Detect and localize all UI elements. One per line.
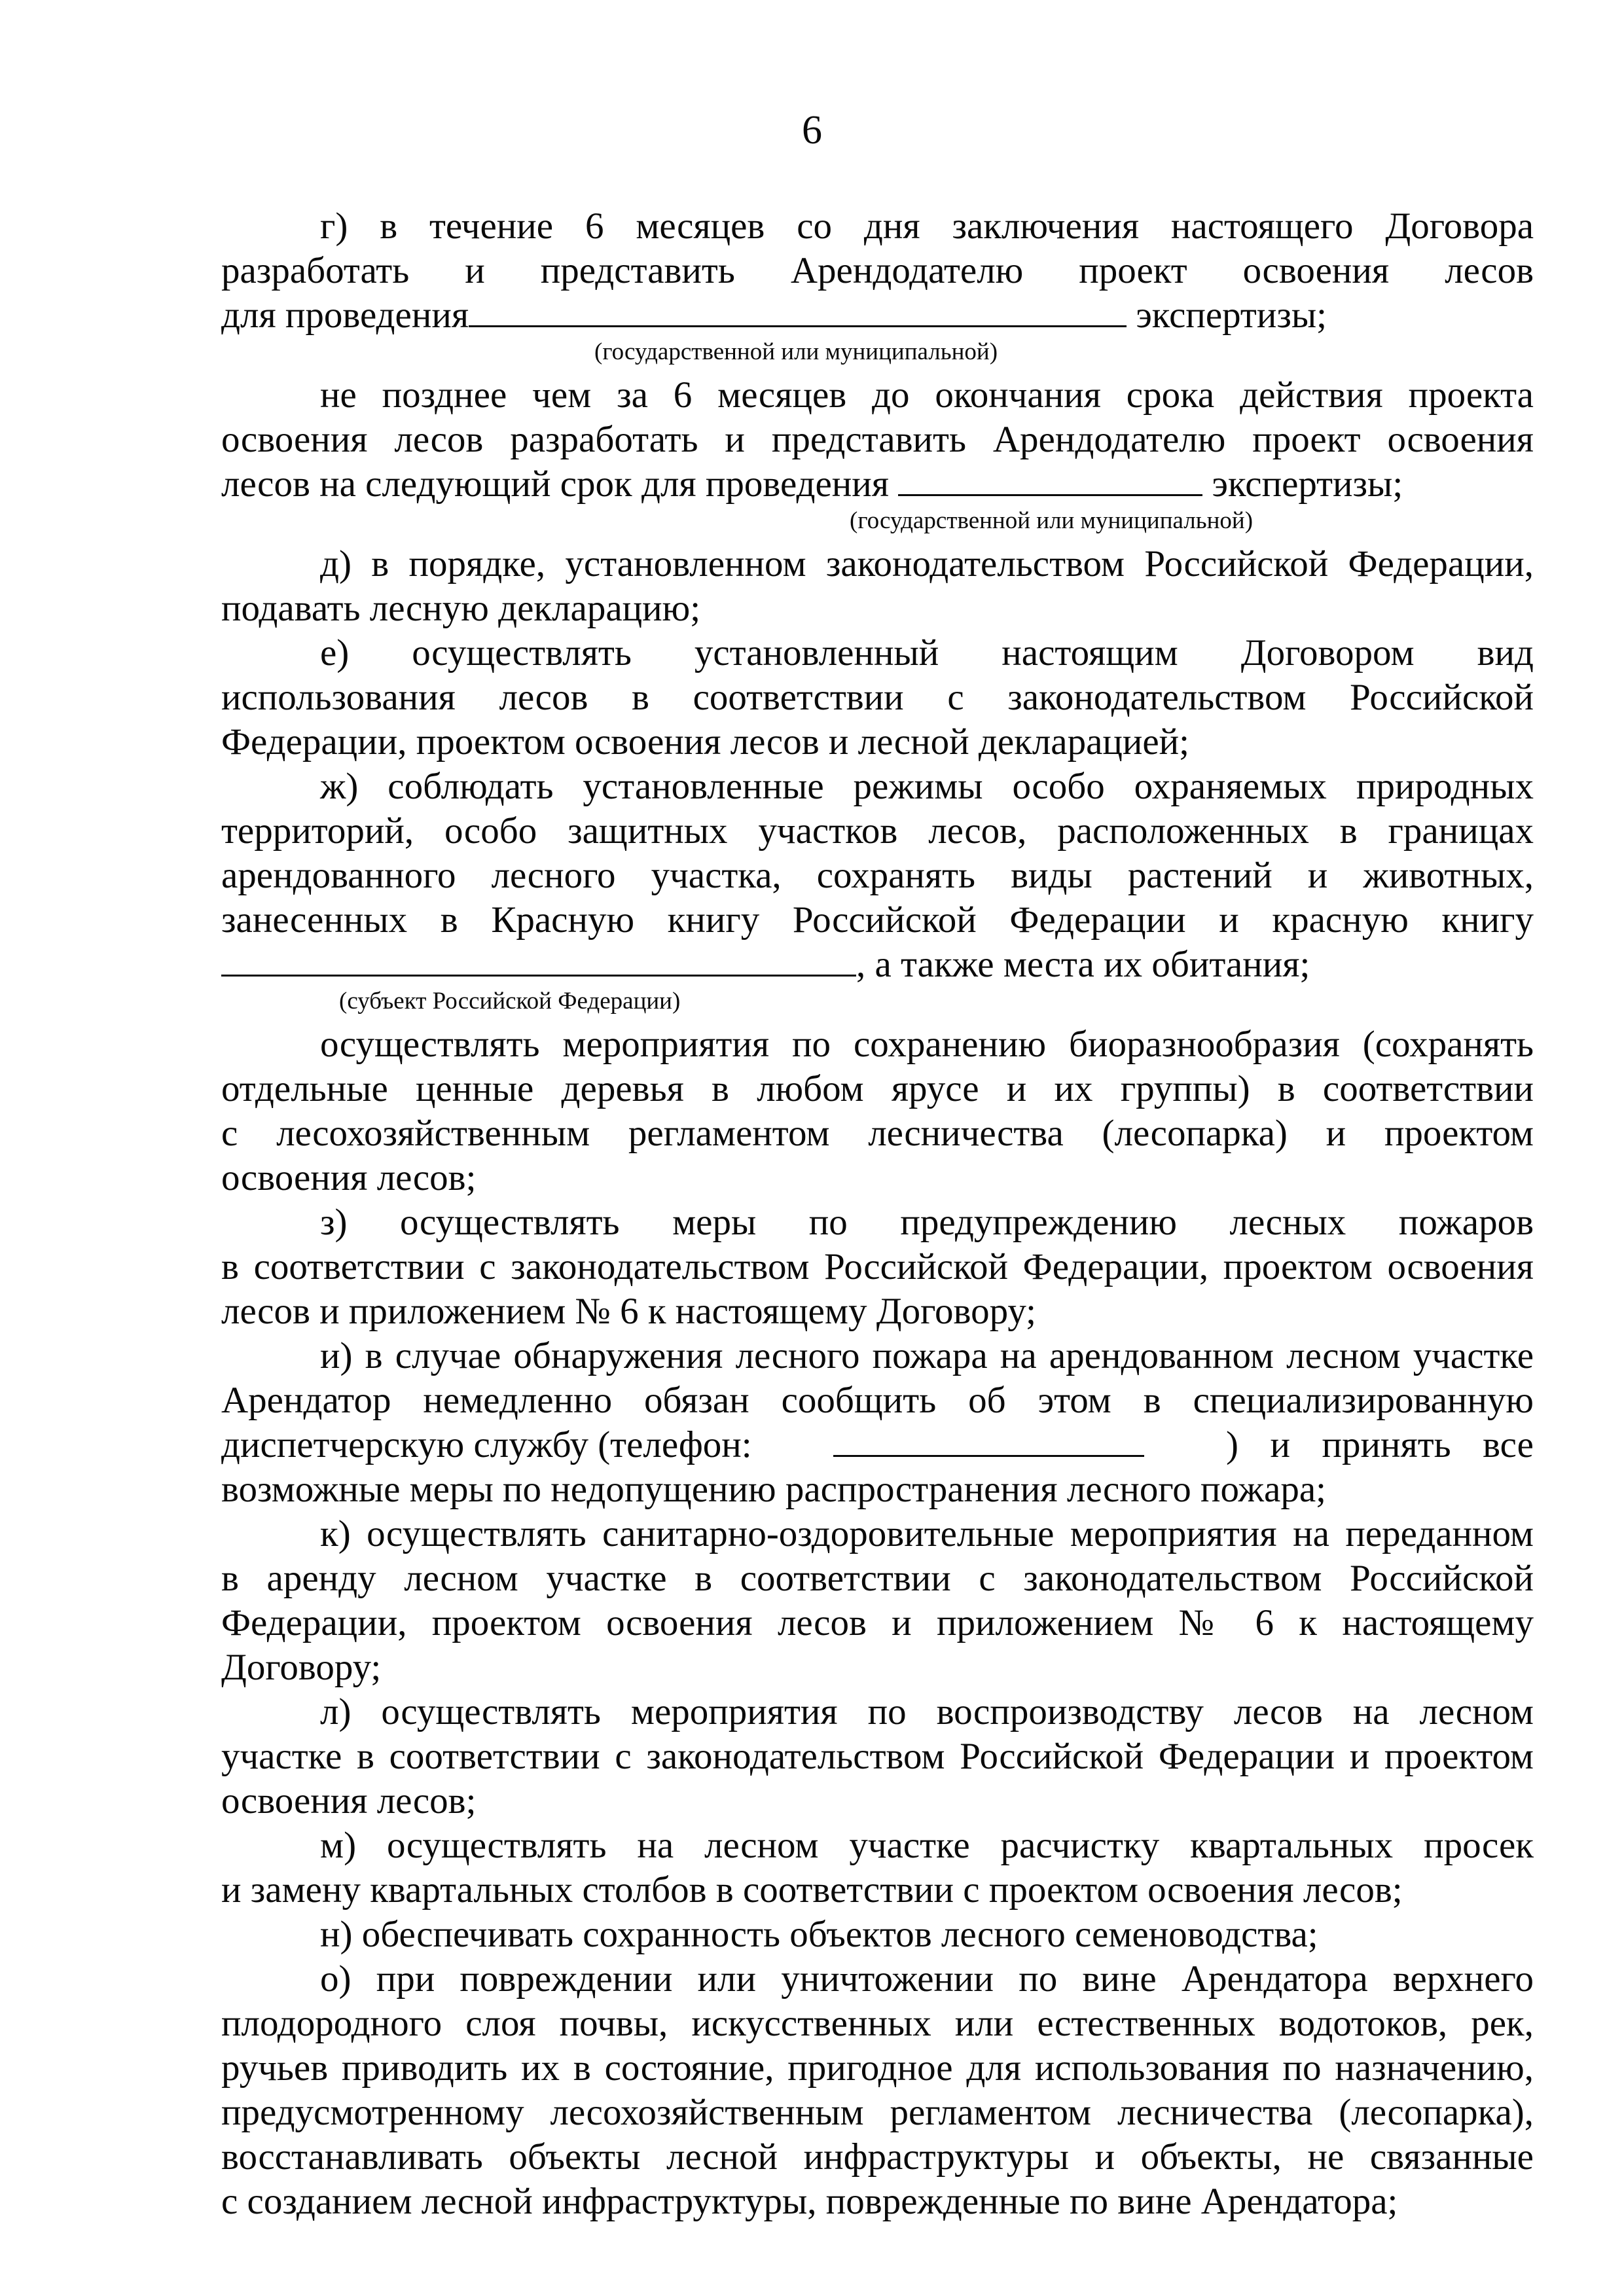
para-g-line-3-prefix: для проведения: [221, 295, 469, 336]
para-zh-line-7: отдельные ценные деревья в любом ярусе и их группы) в соответствии: [221, 1068, 1534, 1109]
para-zh-line-6: осуществлять мероприятия по сохранению биоразнообразия (сохранять: [320, 1024, 1534, 1065]
para-g-line-3: [221, 293, 1534, 338]
para-k-line-4: Договору;: [221, 1647, 382, 1688]
para-g-line-6-prefix: лесов на следующий срок для проведения: [221, 463, 890, 505]
para-i-line-3-suffix: ) и принять все: [1225, 1424, 1534, 1465]
caption-federal-subject: (субъект Российской Федерации): [339, 988, 681, 1014]
para-zh-line-5: [221, 942, 1534, 987]
federal-subject-blank: [221, 944, 856, 977]
para-zh-line-3: арендованного лесного участка, сохранять виды растений и животных,: [221, 855, 1534, 896]
para-z-line-3: лесов и приложением № 6 к настоящему Договору;: [221, 1291, 1036, 1332]
para-o-line-6: с созданием лесной инфраструктуры, поврежденные по вине Арендатора;: [221, 2181, 1398, 2222]
expertise-type-blank-2: [898, 464, 1202, 496]
caption-state-or-municipal-1: (государственной или муниципальной): [594, 338, 998, 365]
document-body: [221, 204, 1534, 2224]
para-i-line-3-prefix: диспетчерскую службу (телефон:: [221, 1424, 752, 1465]
para-k-line-1: к) осуществлять санитарно-оздоровительные мероприятия на переданном: [320, 1513, 1534, 1554]
para-g-line-6: [221, 462, 1534, 507]
para-i-line-1: и) в случае обнаружения лесного пожара на арендованном лесном участке: [320, 1335, 1534, 1376]
para-zh-line-9: освоения лесов;: [221, 1157, 477, 1198]
para-n-line-1: н) обеспечивать сохранность объектов лесного семеноводства;: [320, 1914, 1318, 1955]
para-o-line-3: ручьев приводить их в состояние, пригодное для использования по назначению,: [221, 2047, 1534, 2089]
para-o-line-4: предусмотренному лесохозяйственным регламентом лесничества (лесопарка),: [221, 2092, 1534, 2133]
para-l-line-3: освоения лесов;: [221, 1780, 477, 1821]
para-d-line-1: д) в порядке, установленном законодательством Российской Федерации,: [320, 543, 1534, 584]
para-g-line-3-suffix: экспертизы;: [1136, 295, 1327, 336]
para-zh-line-1: ж) соблюдать установленные режимы особо охраняемых природных: [320, 766, 1534, 807]
expertise-type-blank-1: [469, 295, 1127, 327]
page-number: 6: [802, 108, 822, 152]
para-i-line-3: [221, 1423, 1534, 1467]
para-zh-line-5-suffix: , а также места их обитания;: [856, 944, 1310, 985]
para-m-line-2: и замену квартальных столбов в соответствии с проектом освоения лесов;: [221, 1869, 1403, 1910]
para-z-line-1: з) осуществлять меры по предупреждению лесных пожаров: [320, 1202, 1534, 1243]
phone-blank: [833, 1425, 1144, 1457]
para-e-line-2: использования лесов в соответствии с законодательством Российской: [221, 677, 1534, 718]
para-m-line-1: м) осуществлять на лесном участке расчистку квартальных просек: [320, 1825, 1534, 1866]
para-i-line-2: Арендатор немедленно обязан сообщить об этом в специализированную: [221, 1380, 1534, 1421]
para-d-line-2: подавать лесную декларацию;: [221, 588, 701, 629]
para-zh-line-2: территорий, особо защитных участков лесов, расположенных в границах: [221, 810, 1534, 852]
para-g-line-1: г) в течение 6 месяцев со дня заключения настоящего Договора: [320, 206, 1534, 247]
para-l-line-1: л) осуществлять мероприятия по воспроизводству лесов на лесном: [320, 1691, 1534, 1732]
para-g-line-2: разработать и представить Арендодателю проект освоения лесов: [221, 250, 1534, 291]
para-zh-line-4: занесенных в Красную книгу Российской Федерации и красную книгу: [221, 899, 1534, 941]
para-e-line-3: Федерации, проектом освоения лесов и лесной декларацией;: [221, 721, 1190, 762]
para-g-line-6-suffix: экспертизы;: [1212, 463, 1403, 505]
para-e-line-1: е) осуществлять установленный настоящим Договором вид: [320, 632, 1534, 673]
para-zh-line-8: с лесохозяйственным регламентом лесничества (лесопарка) и проектом: [221, 1113, 1534, 1154]
para-o-line-5: восстанавливать объекты лесной инфраструктуры и объекты, не связанные: [221, 2136, 1534, 2178]
para-g-line-4: не позднее чем за 6 месяцев до окончания срока действия проекта: [320, 374, 1534, 416]
caption-state-or-municipal-2: (государственной или муниципальной): [850, 507, 1254, 534]
para-l-line-2: участке в соответствии с законодательством Российской Федерации и проектом: [221, 1736, 1534, 1777]
para-k-line-2: в аренду лесном участке в соответствии с законодательством Российской: [221, 1558, 1534, 1599]
para-o-line-1: о) при повреждении или уничтожении по вине Арендатора верхнего: [320, 1958, 1534, 2000]
para-z-line-2: в соответствии с законодательством Российской Федерации, проектом освоения: [221, 1246, 1534, 1287]
para-i-line-4: возможные меры по недопущению распространения лесного пожара;: [221, 1469, 1326, 1510]
para-g-line-5: освоения лесов разработать и представить Арендодателю проект освоения: [221, 419, 1534, 460]
para-o-line-2: плодородного слоя почвы, искусственных или естественных водотоков, рек,: [221, 2003, 1534, 2044]
para-k-line-3: Федерации, проектом освоения лесов и приложением № 6 к настоящему: [221, 1602, 1534, 1643]
